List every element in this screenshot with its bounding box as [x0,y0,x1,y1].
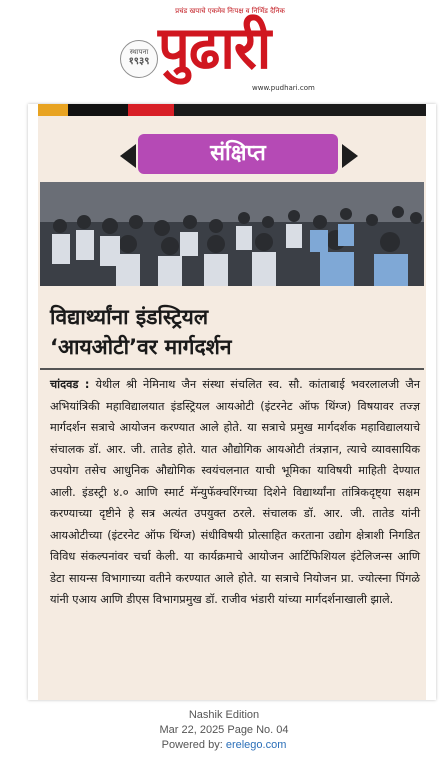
newspaper-logo: पुढारी [158,14,271,83]
article-panel [38,104,426,700]
article-headline [50,302,416,362]
color-strip [38,104,426,116]
headline-divider [40,368,424,370]
erelego-link[interactable]: erelego.com [225,739,287,751]
section-badge-wrap [134,134,344,180]
masthead-tagline: प्रचंड खपाचे एकमेव निःपक्ष व निर्भिड दैनिक [175,7,285,15]
page-footer [0,708,448,753]
powered-by [0,738,448,753]
powered-prefix: Powered by: [161,739,226,751]
badge-wing-right [342,144,358,168]
site-url: www.pudhari.com [252,84,315,92]
article-body [50,374,420,611]
strip-yellow [38,104,68,116]
establishment-seal [120,40,158,78]
date-page-label: Mar 22, 2025 Page No. 04 [159,724,289,736]
seal-label: स्थापना [129,48,149,56]
article-photo [40,182,424,286]
headline-line-1: विद्यार्थ्यांना इंडस्ट्रियल [50,305,209,329]
section-badge: संक्षिप्त [138,134,338,174]
body-paragraph: येथील श्री नेमिनाथ जैन संस्था संचलित स्व. सौ. कांताबाई भवरलालजी जैन अभियांत्रिकी महाविद्यालयात इंडस्ट्रियल आयओटी (इंटरनेट ऑफ थिंग्ज) विषयावर तज्ज्ञ मार्गदर्शन सत्राचे आयोजन करण्यात आले होते. या सत्राचे प्रमुख मार्गदर्शक महाविद्यालयाचे संचालक डॉ. आर. जी. तातेड होते. यात औद्योगिक आयओटी तंत्रज्ञान, त्याचे व्यावसायिक उपयोग तसेच आधुनिक औद्योगिक स्वयंचलनात याची भूमिका याविषयी माहिती देण्यात आली. इंडस्ट्री ४.० आणि स्मार्ट मॅन्युफॅक्चरिंगच्या दिशेने विद्यार्थ्यांना तांत्रिकदृष्ट्या सक्षम करण्याच्या दृष्टीने हे सत्र अत्यंत उपयुक्त ठरले. संचालक डॉ. आर. जी. तातेड यांनी आयओटीच्या (इंटरनेट ऑफ थिंग्ज) संधीविषयी प्रोत्साहित करताना उद्योग क्षेत्राशी निगडित विविध संकल्पनांवर चर्चा केली. या कार्यक्रमाचे आयोजन आर्टिफिशियल इंटेलिजन्स आणि डेटा सायन्स विभागाच्या वतीने करण्यात आले होते. या सत्राचे नियोजन प्रा. ज्योत्स्ना पिंगळे यांनी एआय आणि डीएस विभागप्रमुख डॉ. राजीव भंडारी यांच्या मार्गदर्शनाखाली झाले. [50,378,420,606]
strip-dark [174,104,426,116]
dateline: चांदवड : [50,378,90,391]
article-clipping [28,104,436,700]
strip-red [128,104,174,116]
classroom-photo-icon [40,182,424,286]
masthead [0,0,448,100]
strip-black [68,104,128,116]
seal-year: १९३९ [128,56,150,67]
badge-wing-left [120,144,136,168]
headline-line-2: ‘आयओटी’वर मार्गदर्शन [50,335,232,359]
edition-label: Nashik Edition [188,709,260,721]
